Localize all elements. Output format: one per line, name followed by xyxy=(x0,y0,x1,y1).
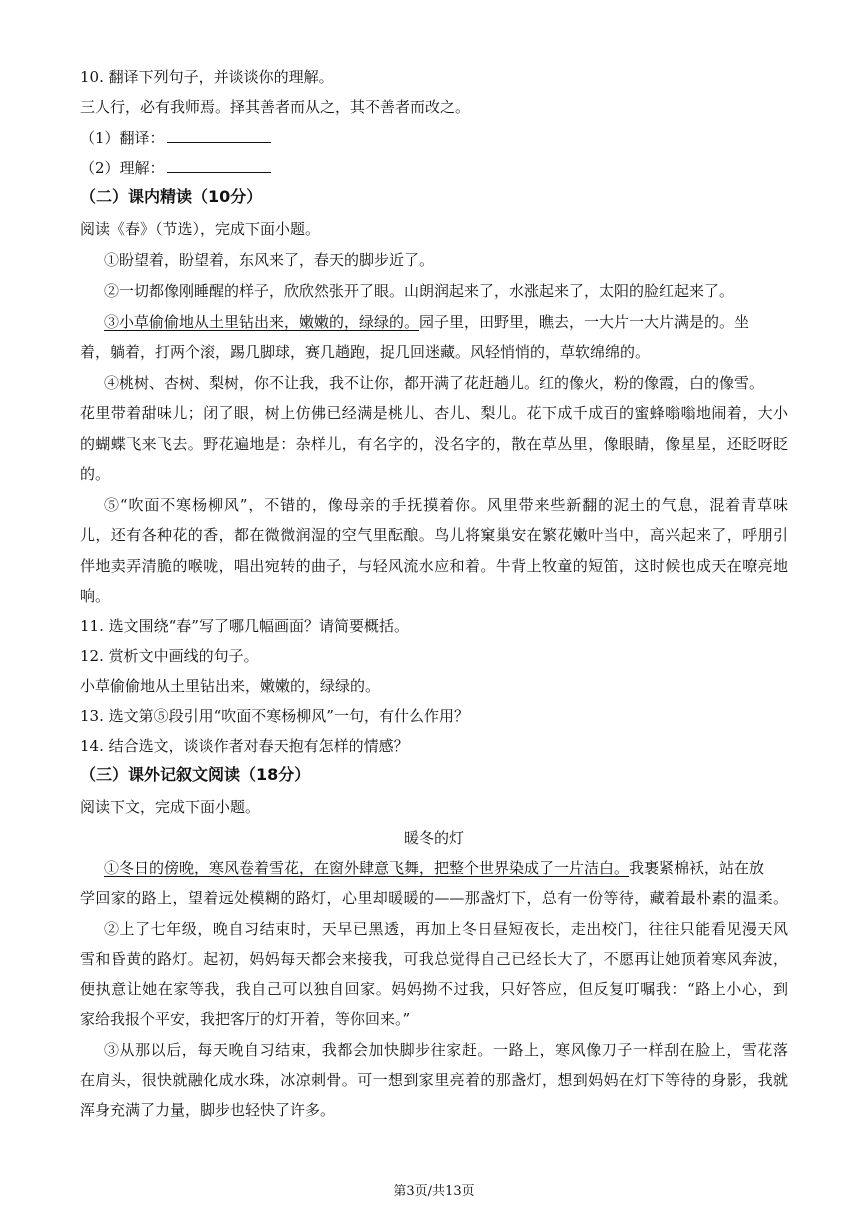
article-paragraph-3-line-2: 在肩头，很快就融化成水珠，冰凉刺骨。可一想到家里亮着的那盏灯，想到妈妈在灯下等待的身影，我就 xyxy=(80,1071,788,1089)
chun-paragraph-3: ③小草偷偷地从土里钻出来，嫩嫩的，绿绿的。园子里，田野里，瞧去，一大片一大片满是的。坐 xyxy=(104,313,750,331)
underlined-sentence: ①冬日的傍晚，寒风卷着雪花，在窗外肆意飞舞，把整个世界染成了一片洁白。 xyxy=(104,859,630,877)
chun-paragraph-5-line-4: 响。 xyxy=(80,587,111,605)
q12: 12. 赏析文中画线的句子。 xyxy=(80,647,259,665)
underlined-sentence: ③小草偷偷地从土里钻出来，嫩嫩的，绿绿的。 xyxy=(104,313,420,331)
q10-sentence: 三人行，必有我师焉。择其善者而从之，其不善者而改之。 xyxy=(80,98,471,116)
article-paragraph-3-line-3: 浑身充满了力量，脚步也轻快了许多。 xyxy=(80,1101,336,1119)
chun-paragraph-4-line-3: 的蝴蝶飞来飞去。野花遍地是：杂样儿，有名字的，没名字的，散在草丛里，像眼睛，像星星，还眨呀眨 xyxy=(80,435,788,453)
q11: 11. 选文围绕“春”写了哪几幅画面？请简要概括。 xyxy=(80,617,409,635)
chun-paragraph-4-line-4: 的。 xyxy=(80,465,111,483)
section3-heading: （三）课外记叙文阅读（18分） xyxy=(80,765,311,784)
page-footer: 第3页/共13页 xyxy=(393,1184,475,1199)
article-paragraph-2-line-4: 家给我报个平安，我把客厅的灯开着，等你回来。” xyxy=(80,1010,411,1028)
understand-answer-blank[interactable] xyxy=(167,158,271,173)
section3-intro: 阅读下文，完成下面小题。 xyxy=(80,798,261,816)
understand-label: （2）理解： xyxy=(80,159,165,177)
translate-answer-blank[interactable] xyxy=(167,128,271,143)
chun-paragraph-4-line-2: 花里带着甜味儿；闭了眼，树上仿佛已经满是桃儿、杏儿、梨儿。花下成千成百的蜜蜂嗡嗡地闹着，大小 xyxy=(80,404,788,422)
chun-paragraph-5-line-2: 儿，还有各种花的香，都在微微润湿的空气里酝酿。鸟儿将窠巢安在繁花嫩叶当中，高兴起来了，呼朋引 xyxy=(80,526,788,544)
translate-label: （1）翻译： xyxy=(80,129,165,147)
q10-title: 10. 翻译下列句子，并谈谈你的理解。 xyxy=(80,68,334,86)
q12-sentence: 小草偷偷地从土里钻出来，嫩嫩的，绿绿的。 xyxy=(80,677,381,695)
section2-intro: 阅读《春》（节选），完成下面小题。 xyxy=(80,220,321,238)
section2-heading: （二）课内精读（10分） xyxy=(80,187,263,206)
chun-paragraph-5-line-3: 伴地卖弄清脆的喉咙，唱出宛转的曲子，与轻风流水应和着。牛背上牧童的短笛，这时候也成天在嘹亮地 xyxy=(80,557,788,575)
chun-paragraph-5: ⑤“吹面不寒杨柳风”，不错的，像母亲的手抚摸着你。风里带来些新翻的泥土的气息，混着青草味 xyxy=(104,496,788,514)
q10-understand xyxy=(80,158,788,178)
article-paragraph-2: ②上了七年级，晚自习结束时，天早已黑透，再加上冬日昼短夜长，走出校门，往往只能看见漫天风 xyxy=(104,920,788,938)
article-paragraph-2-line-3: 便执意让她在家等我，我自己可以独自回家。妈妈拗不过我，只好答应，但反复叮嘱我：“路上小心，到 xyxy=(80,980,788,998)
chun-paragraph-4: ④桃树、杏树、梨树，你不让我，我不让你，都开满了花赶趟儿。红的像火，粉的像霞，白的像雪。 xyxy=(104,374,765,392)
chun-paragraph-3-line-2: 着，躺着，打两个滚，踢几脚球，赛几趟跑，捉几回迷藏。风轻悄悄的，草软绵绵的。 xyxy=(80,343,651,361)
q14: 14. 结合选文，谈谈作者对春天抱有怎样的情感？ xyxy=(80,737,409,755)
article-paragraph-2-line-2: 雪和昏黄的路灯。起初，妈妈每天都会来接我，可我总觉得自己已经长大了，不愿再让她顶着寒风奔波， xyxy=(80,950,788,968)
article-paragraph-3: ③从那以后，每天晚自习结束，我都会加快脚步往家赶。一路上，寒风像刀子一样刮在脸上，雪花落 xyxy=(104,1041,788,1059)
article-paragraph-1: ①冬日的傍晚，寒风卷着雪花，在窗外肆意飞舞，把整个世界染成了一片洁白。我裹紧棉袄，站在放 xyxy=(104,859,765,877)
q10-translate xyxy=(80,128,788,148)
q13: 13. 选文第⑤段引用“吹面不寒杨柳风”一句，有什么作用？ xyxy=(80,707,469,725)
article-title: 暖冬的灯 xyxy=(403,829,464,847)
chun-paragraph-2: ②一切都像刚睡醒的样子，欣欣然张开了眼。山朗润起来了，水涨起来了，太阳的脸红起来了。 xyxy=(104,282,735,300)
article-paragraph-1-line-2: 学回家的路上，望着远处模糊的路灯，心里却暖暖的——那盏灯下，总有一份等待，藏着最朴素的温柔。 xyxy=(80,889,788,907)
chun-paragraph-1: ①盼望着，盼望着，东风来了，春天的脚步近了。 xyxy=(104,251,435,269)
